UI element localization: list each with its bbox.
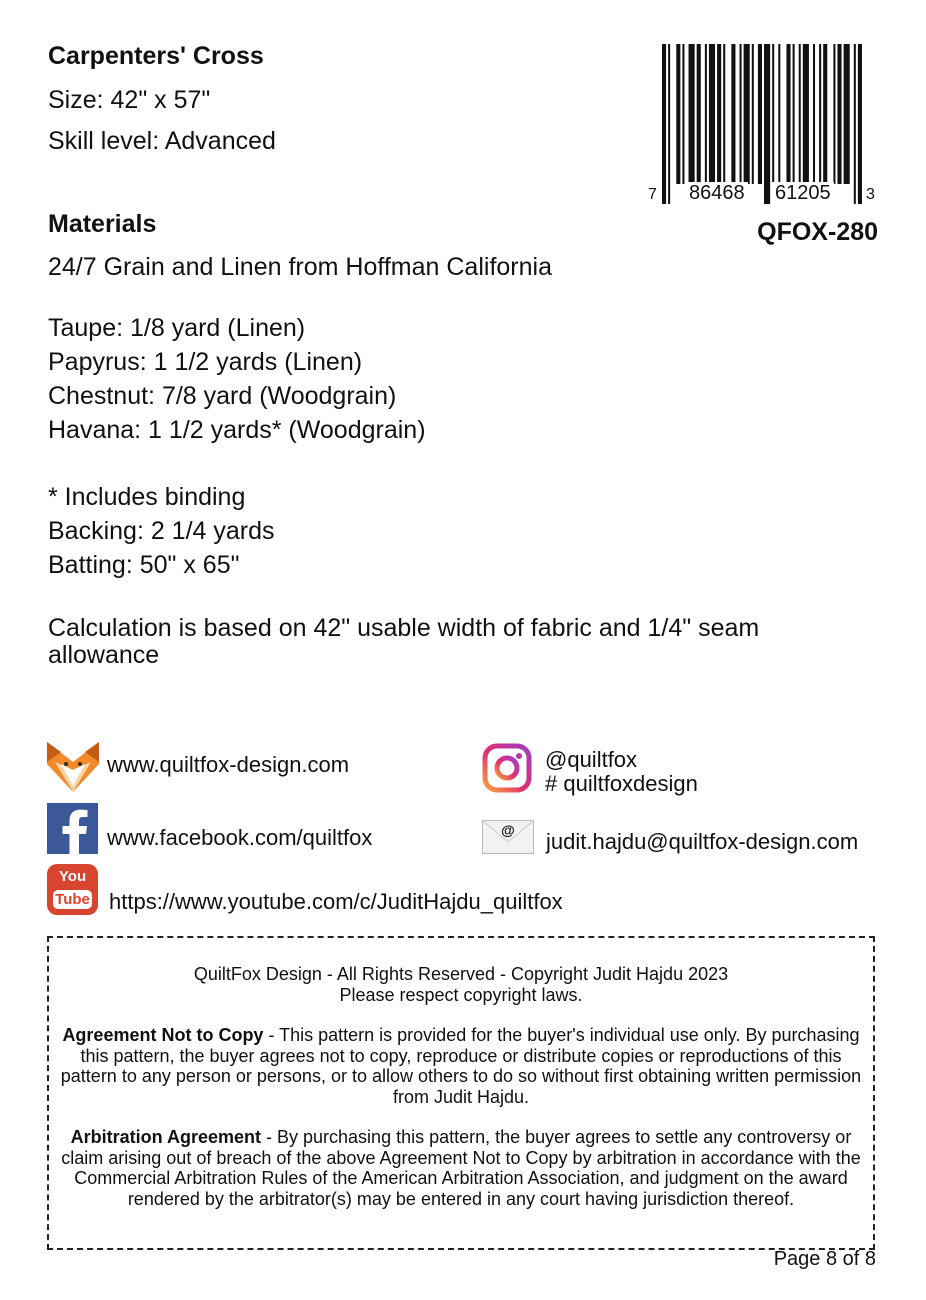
arbitration-title: Arbitration Agreement: [70, 1127, 262, 1147]
legal-notice-box: [47, 936, 875, 1250]
fabric-item: Havana: 1 1/2 yards* (Woodgrain): [48, 416, 426, 444]
facebook-link[interactable]: www.facebook.com/quiltfox: [107, 825, 373, 850]
barcode-bar: [819, 44, 821, 184]
arbitration-agreement: [57, 1127, 865, 1209]
copyright-respect-line: Please respect copyright laws.: [339, 984, 583, 1005]
barcode-bar: [717, 44, 721, 184]
youtube-link[interactable]: https://www.youtube.com/c/JuditHajdu_quiltfox: [109, 889, 563, 914]
agreement-not-to-copy: [57, 1025, 865, 1107]
barcode-bar: [740, 44, 742, 184]
agreement-title: Agreement Not to Copy: [62, 1025, 264, 1045]
barcode-bar: [744, 44, 750, 184]
materials-heading: Materials: [48, 210, 157, 238]
barcode-digit-right: 3: [866, 186, 875, 203]
barcode-bar: [778, 44, 780, 184]
note-item: * Includes binding: [48, 483, 246, 511]
barcode-bar: [803, 44, 809, 184]
product-code: QFOX-280: [757, 218, 878, 246]
barcode-bar: [858, 44, 862, 204]
materials-notes: [48, 480, 275, 582]
barcode-bar: [752, 44, 754, 184]
barcode-bar: [844, 44, 850, 184]
youtube-logo-tube: Tube: [55, 891, 90, 908]
fabric-item: Chestnut: 7/8 yard (Woodgrain): [48, 382, 397, 410]
barcode-bar: [723, 44, 725, 184]
fox-logo-icon: [47, 740, 99, 792]
barcode-bar: [813, 44, 815, 184]
barcode-bar: [705, 44, 707, 184]
materials-source: 24/7 Grain and Linen from Hoffman California: [48, 253, 552, 281]
barcode-bar: [676, 44, 680, 184]
barcode-digits-group1: 86468: [686, 182, 748, 205]
barcode-bar: [772, 44, 774, 204]
fabric-list: [48, 311, 426, 447]
barcode-bar: [668, 44, 670, 204]
facebook-icon: [47, 803, 98, 854]
pattern-size: Size: 42" x 57": [48, 86, 211, 114]
website-link[interactable]: www.quiltfox-design.com: [107, 752, 350, 777]
barcode-bar: [662, 44, 666, 204]
note-item: Batting: 50" x 65": [48, 551, 240, 579]
barcode-bar: [689, 44, 695, 184]
barcode-bar: [758, 44, 762, 184]
barcode-bar: [793, 44, 795, 184]
skill-level: Skill level: Advanced: [48, 127, 276, 155]
barcode-bar: [786, 44, 790, 184]
instagram-hashtag: # quiltfoxdesign: [545, 771, 698, 796]
pattern-title: Carpenters' Cross: [48, 42, 264, 70]
barcode-bar: [833, 44, 835, 184]
barcode-digits-group2: 61205: [772, 182, 834, 205]
barcode-bar: [709, 44, 715, 184]
instagram-handle[interactable]: @quiltfox: [545, 747, 638, 772]
page-number: Page 8 of 8: [773, 1248, 876, 1270]
agreement-text: - This pattern is provided for the buyer's individual use only. By purchasing this pattern, the buyer agrees not to copy, reproduce or distribute copies or reproductions of this pattern to any person or persons, or to allow others to do so without first obtaining written permission from Judit Hajdu.: [60, 1025, 862, 1107]
barcode-bars: [662, 44, 864, 204]
note-item: Backing: 2 1/4 yards: [48, 517, 275, 545]
barcode: [648, 44, 880, 214]
instagram-icon: [482, 743, 532, 793]
barcode-bar: [731, 44, 735, 184]
youtube-logo-you: You: [58, 868, 87, 885]
calculation-note: Calculation is based on 42" usable width of fabric and 1/4" seam allowance: [48, 614, 760, 669]
fabric-item: Papyrus: 1 1/2 yards (Linen): [48, 348, 363, 376]
mail-at-symbol: @: [501, 822, 515, 838]
barcode-bar: [854, 44, 856, 204]
copyright-line: QuiltFox Design - All Rights Reserved - Copyright Judit Hajdu 2023: [193, 964, 729, 984]
youtube-icon: [47, 864, 98, 915]
barcode-bar: [823, 44, 827, 184]
fabric-item: Taupe: 1/8 yard (Linen): [48, 314, 306, 342]
barcode-bar: [764, 44, 770, 204]
barcode-digit-left: 7: [648, 186, 657, 203]
barcode-bar: [837, 44, 841, 184]
mail-icon: [482, 820, 534, 854]
barcode-bar: [682, 44, 684, 184]
arbitration-text: - By purchasing this pattern, the buyer agrees to settle any controversy or claim arising out of breach of the above Agreement Not to Copy by arbitration in accordance with the Commercial Arbitration Rules of the American Arbitration Association, and judgment on the award rendered by the arbitrator(s) may be entered in any court having jurisdiction thereof.: [61, 1127, 861, 1209]
barcode-bar: [697, 44, 701, 184]
barcode-bar: [799, 44, 801, 184]
email-link[interactable]: judit.hajdu@quiltfox-design.com: [546, 829, 859, 854]
